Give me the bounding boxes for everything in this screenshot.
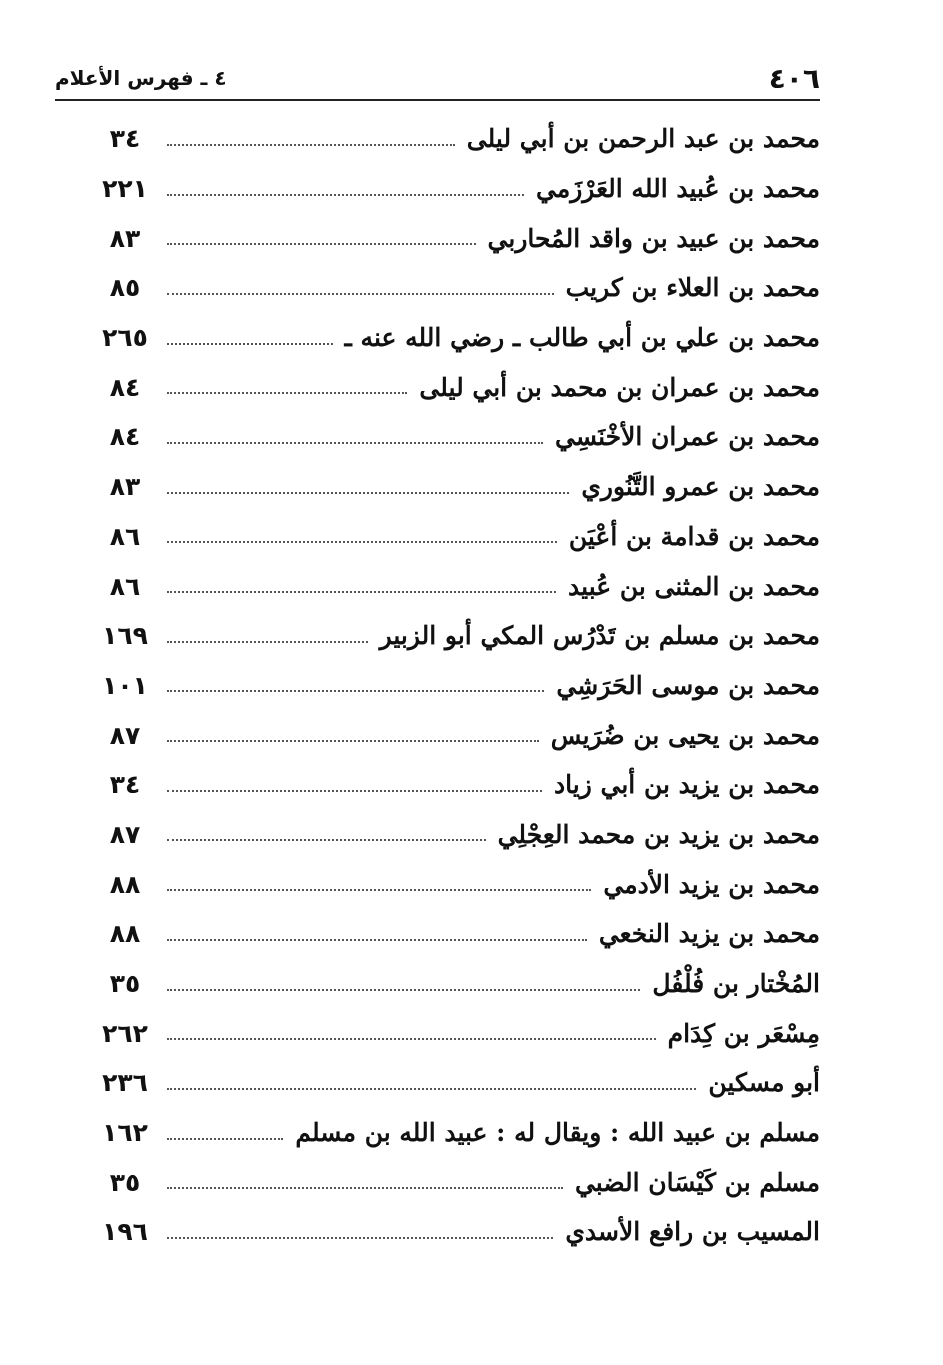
index-entry — [95, 213, 820, 263]
index-entry — [95, 760, 820, 810]
index-entry — [95, 1207, 820, 1257]
leader-dots — [167, 591, 556, 593]
index-entry — [95, 909, 820, 959]
leader-dots — [167, 194, 524, 196]
entry-name: محمد بن قدامة بن أعْيَن — [568, 521, 820, 551]
index-entry — [95, 1157, 820, 1207]
entry-name: محمد بن يزيد النخعي — [598, 919, 820, 949]
index-entry — [95, 859, 820, 909]
entry-name: محمد بن مسلم بن تَدْرُس المكي أبو الزبير — [379, 621, 820, 651]
leader-dots — [167, 790, 542, 792]
entry-page-number: ٣٤ — [109, 124, 141, 154]
leader-dots — [167, 442, 543, 444]
leader-dots — [167, 392, 407, 394]
entry-page-number: ١٦٩ — [102, 621, 148, 651]
entry-page-number: ٣٥ — [109, 969, 141, 999]
leader-dots — [167, 939, 587, 941]
entry-name: المسيب بن رافع الأسدي — [565, 1217, 820, 1247]
entry-name: محمد بن يحيى بن ضُرَيس — [550, 720, 820, 750]
entry-page-number: ١٠١ — [102, 670, 148, 700]
entry-name: محمد بن المثنى بن عُبيد — [568, 571, 820, 601]
leader-dots — [167, 243, 476, 245]
entry-page-number: ٣٥ — [109, 1167, 141, 1197]
index-entry — [95, 959, 820, 1009]
entry-page-number: ٨٣ — [109, 472, 141, 502]
leader-dots — [167, 690, 544, 692]
page-header — [55, 58, 820, 98]
leader-dots — [167, 293, 554, 295]
index-entry — [95, 313, 820, 363]
entry-page-number: ٨٤ — [109, 422, 141, 452]
entry-page-number: ٢٣٦ — [102, 1068, 148, 1098]
entry-name: محمد بن يزيد الأدمي — [603, 869, 820, 899]
leader-dots — [167, 989, 640, 991]
leader-dots — [167, 889, 591, 891]
entry-name: محمد بن عبيد بن واقد المُحاربي — [487, 223, 820, 253]
index-entry — [95, 114, 820, 164]
leader-dots — [167, 541, 557, 543]
entry-name: محمد بن عبد الرحمن بن أبي ليلى — [466, 124, 820, 154]
entry-page-number: ٨٤ — [109, 372, 141, 402]
entry-page-number: ١٩٦ — [102, 1217, 148, 1247]
page-number: ٤٠٦ — [768, 61, 820, 95]
index-entry — [95, 412, 820, 462]
header-divider — [55, 99, 820, 101]
entry-page-number: ٢٢١ — [102, 174, 148, 204]
entry-name: محمد بن عُبيد الله العَرْزَمي — [536, 174, 820, 204]
index-entry — [95, 710, 820, 760]
index-entry — [95, 661, 820, 711]
leader-dots — [167, 1038, 656, 1040]
entry-name: محمد بن عمران بن محمد بن أبي ليلى — [419, 372, 820, 402]
leader-dots — [167, 144, 455, 146]
entry-name: مِسْعَر بن كِدَام — [667, 1018, 820, 1048]
entry-name: محمد بن العلاء بن كريب — [565, 273, 820, 303]
entry-page-number: ٨٦ — [109, 521, 141, 551]
entry-name: أبو مسكين — [708, 1068, 820, 1098]
index-entry — [95, 512, 820, 562]
entry-page-number: ٣٤ — [109, 770, 141, 800]
index-entry — [95, 1058, 820, 1108]
index-entry — [95, 1108, 820, 1158]
index-entry — [95, 810, 820, 860]
leader-dots — [167, 1237, 553, 1239]
leader-dots — [167, 740, 539, 742]
index-list — [95, 114, 820, 1257]
index-entry — [95, 611, 820, 661]
entry-name: مسلم بن كَيْسَان الضبي — [574, 1167, 820, 1197]
leader-dots — [167, 1187, 563, 1189]
entry-name: محمد بن عمرو التَّنُوري — [581, 472, 820, 502]
entry-page-number: ١٦٢ — [102, 1118, 148, 1148]
index-entry — [95, 164, 820, 214]
entry-name: محمد بن يزيد بن محمد العِجْلِي — [497, 819, 820, 849]
entry-name: محمد بن علي بن أبي طالب ـ رضي الله عنه ـ — [344, 323, 820, 353]
leader-dots — [167, 343, 333, 345]
entry-name: محمد بن موسى الحَرَشِي — [556, 670, 820, 700]
entry-page-number: ٨٥ — [109, 273, 141, 303]
section-title: ٤ ـ فهرس الأعلام — [55, 66, 227, 90]
entry-name: المُخْتار بن فُلْفُل — [652, 969, 820, 999]
entry-page-number: ٨٣ — [109, 223, 141, 253]
index-entry — [95, 1008, 820, 1058]
entry-page-number: ٨٧ — [109, 720, 141, 750]
entry-name: محمد بن يزيد بن أبي زياد — [554, 770, 820, 800]
entry-page-number: ٨٨ — [109, 869, 141, 899]
entry-page-number: ٢٦٢ — [102, 1018, 148, 1048]
index-entry — [95, 561, 820, 611]
index-entry — [95, 362, 820, 412]
entry-name: مسلم بن عبيد الله : ويقال له : عبيد الله بن مسلم — [295, 1118, 820, 1148]
leader-dots — [167, 492, 569, 494]
index-entry — [95, 462, 820, 512]
leader-dots — [167, 839, 486, 841]
leader-dots — [167, 641, 368, 643]
entry-name: محمد بن عمران الأخْنَسِي — [554, 422, 820, 452]
index-entry — [95, 263, 820, 313]
entry-page-number: ٨٧ — [109, 819, 141, 849]
entry-page-number: ٢٦٥ — [102, 323, 148, 353]
entry-page-number: ٨٨ — [109, 919, 141, 949]
leader-dots — [167, 1138, 283, 1140]
leader-dots — [167, 1088, 696, 1090]
entry-page-number: ٨٦ — [109, 571, 141, 601]
